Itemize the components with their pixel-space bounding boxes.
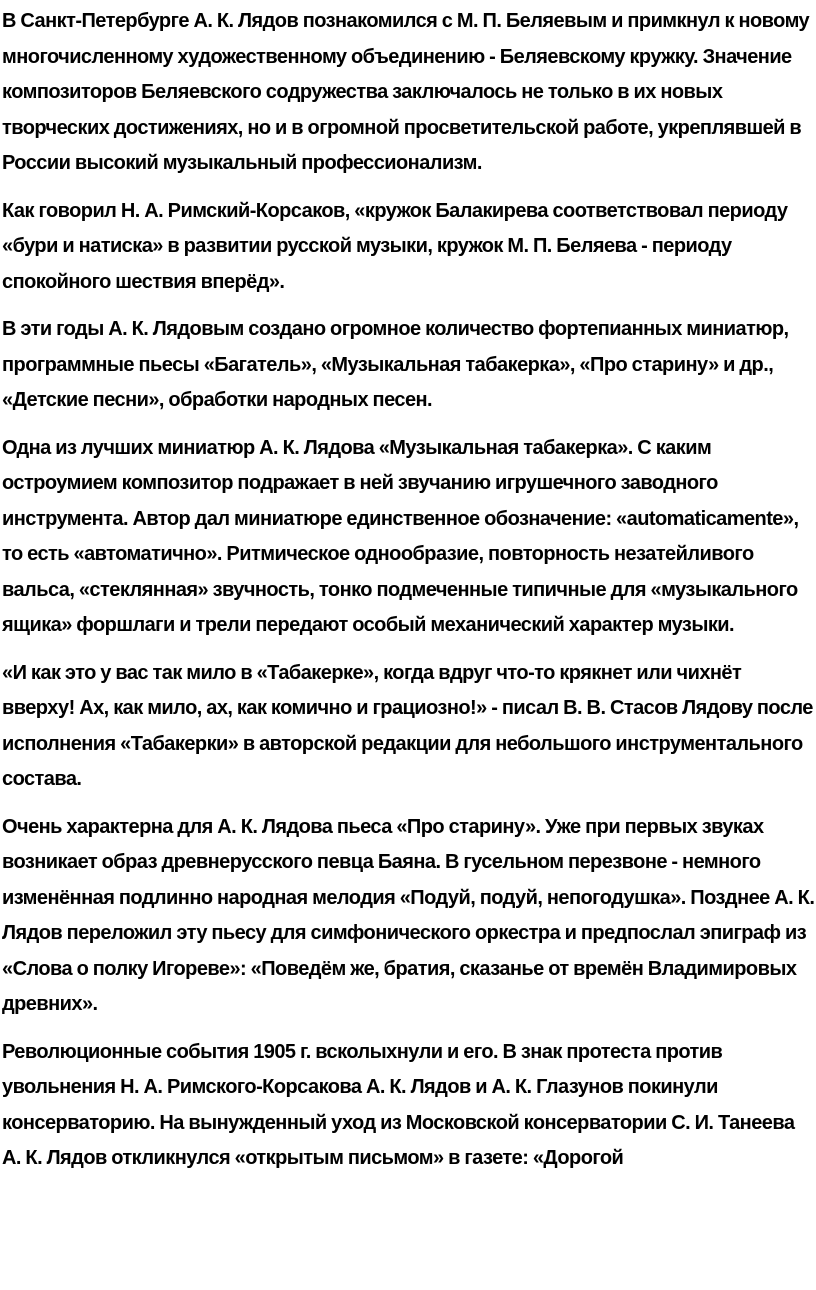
paragraph-4: Одна из лучших миниатюр А. К. Лядова «Музыкальная табакерка». С каким остроумием композитор подражает в ней звучанию игрушечного заводного инструмента. Автор дал миниатюре единственное обозначение: «automaticamente», то есть «автоматично». Ритмическое однообразие, повторность незатейливого вальса, «стеклянная» звучность, тонко подмеченные типичные для «музыкального ящика» форшлаги и трели передают особый механический характер музыки. (2, 436, 799, 636)
paragraph-3: В эти годы А. К. Лядовым создано огромное количество фортепианных миниатюр, программные пьесы «Багатель», «Музыкальная табакерка», «Про старину» и др., «Детские песни», обработки народных песен. (2, 318, 789, 411)
paragraph-7: Революционные события 1905 г. всколыхнули и его. В знак протеста против увольнения Н. А. Римского-Корсакова А. К. Лядов и А. К. Глазунов покинули консерваторию. На вынужденный уход из Московской консерватории С. И. Танеева А. К. Лядов откликнулся «открытым письмом» в газете: «Дорогой (2, 1040, 795, 1169)
paragraph-2: Как говорил Н. А. Римский-Корсаков, «кружок Балакирева соответствовал периоду «бури и натиска» в развитии русской музыки, кружок М. П. Беляева - периоду спокойного шествия вперёд». (2, 199, 788, 293)
paragraph-1: В Санкт-Петербурге А. К. Лядов познакомился с М. П. Беляевым и примкнул к новому многочисленному художественному объединению - Беляевскому кружку. Значение композиторов Беляевского содружества заключалось не только в их новых творческих достижениях, но и в огромной просветительской работе, укреплявшей в России высокий музыкальный профессионализм. (2, 10, 810, 174)
paragraph-5: «И как это у вас так мило в «Табакерке», когда вдруг что-то крякнет или чихнёт вверху! Ах, как мило, ах, как комично и грациозно!» - писал В. В. Стасов Лядову после исполнения «Табакерки» в авторской редакции для небольшого инструментального состава. (2, 661, 813, 790)
paragraph-6: Очень характерна для А. К. Лядова пьеса «Про старину». Уже при первых звуках возникает образ древнерусского певца Баяна. В гусельном перезвоне - немного изменённая подлинно народная мелодия «Подуй, подуй, непогодушка». Позднее А. К. Лядов переложил эту пьесу для симфонического оркестра и предпослал эпиграф из «Слова о полку Игореве»: «Поведём же, братия, сказанье от времён Владимировых древних». (2, 815, 815, 1015)
